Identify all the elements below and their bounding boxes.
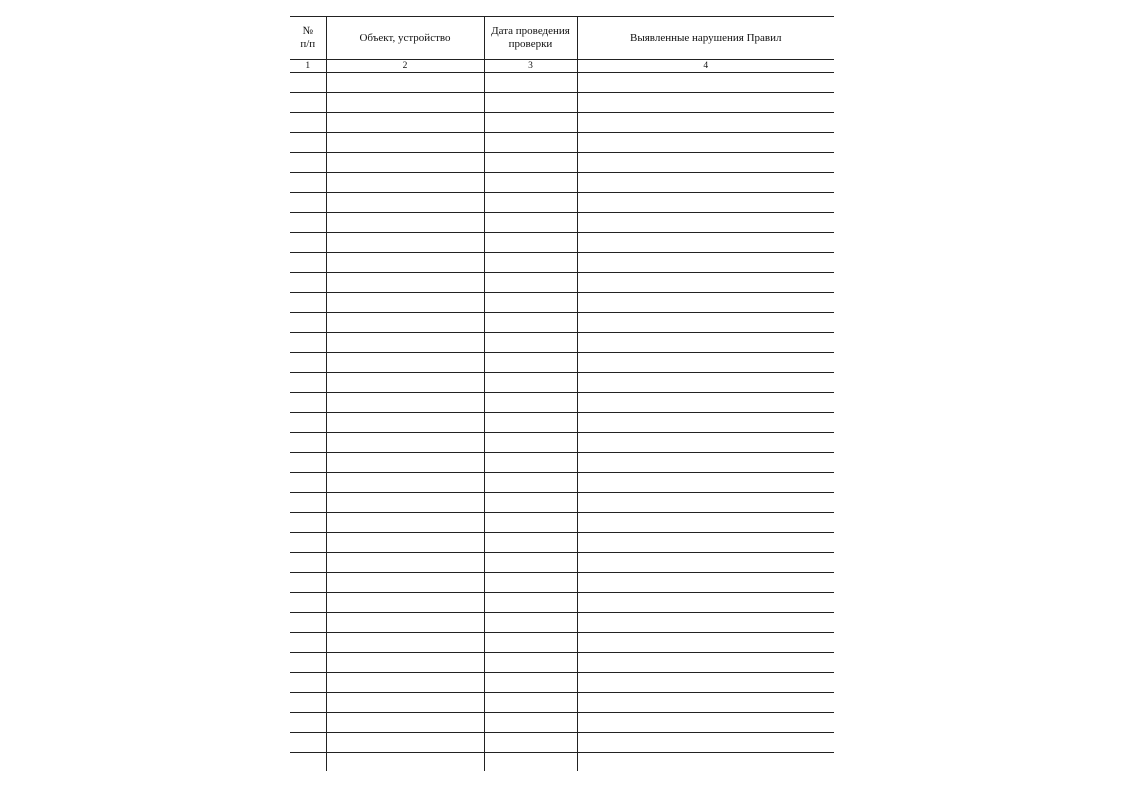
table-row	[290, 333, 834, 353]
cell-object	[326, 433, 484, 453]
table-row	[290, 493, 834, 513]
cell-date	[484, 73, 577, 93]
table-row	[290, 213, 834, 233]
table-row	[290, 293, 834, 313]
cell-violations	[577, 433, 834, 453]
cell-violations	[577, 653, 834, 673]
cell-date	[484, 573, 577, 593]
cell-number	[290, 653, 326, 673]
cell-object	[326, 373, 484, 393]
header-violations	[577, 17, 834, 60]
cell-object	[326, 293, 484, 313]
cell-violations	[577, 353, 834, 373]
table-row	[290, 653, 834, 673]
cell-violations	[577, 193, 834, 213]
cell-object	[326, 253, 484, 273]
table-row	[290, 593, 834, 613]
cell-number	[290, 613, 326, 633]
cell-object	[326, 533, 484, 553]
cell-object	[326, 693, 484, 713]
cell-violations	[577, 113, 834, 133]
header-date-line2: проверки	[508, 38, 553, 50]
column-number-3: 3	[484, 60, 577, 73]
cell-number	[290, 473, 326, 493]
cell-number	[290, 393, 326, 413]
cell-violations	[577, 313, 834, 333]
table-row	[290, 233, 834, 253]
header-violations-label: Выявленные нарушения Правил	[630, 31, 782, 44]
cell-object	[326, 753, 484, 772]
table-row	[290, 133, 834, 153]
cell-date	[484, 313, 577, 333]
cell-date	[484, 173, 577, 193]
table-row	[290, 253, 834, 273]
cell-date	[484, 293, 577, 313]
table-row	[290, 553, 834, 573]
cell-object	[326, 333, 484, 353]
table-row	[290, 273, 834, 293]
cell-object	[326, 133, 484, 153]
table-row	[290, 713, 834, 733]
cell-number	[290, 453, 326, 473]
cell-object	[326, 313, 484, 333]
column-number-2: 2	[326, 60, 484, 73]
table-row	[290, 393, 834, 413]
cell-date	[484, 433, 577, 453]
cell-number	[290, 73, 326, 93]
cell-number	[290, 753, 326, 772]
cell-number	[290, 313, 326, 333]
cell-date	[484, 653, 577, 673]
header-object-label: Объект, устройство	[359, 31, 451, 44]
cell-object	[326, 153, 484, 173]
cell-object	[326, 553, 484, 573]
cell-object	[326, 173, 484, 193]
cell-number	[290, 373, 326, 393]
cell-number	[290, 193, 326, 213]
table-row	[290, 693, 834, 713]
cell-number	[290, 713, 326, 733]
cell-number	[290, 433, 326, 453]
cell-date	[484, 733, 577, 753]
cell-violations	[577, 513, 834, 533]
cell-number	[290, 113, 326, 133]
table-row	[290, 613, 834, 633]
table-row	[290, 153, 834, 173]
cell-date	[484, 533, 577, 553]
cell-violations	[577, 533, 834, 553]
column-number-row	[290, 60, 834, 73]
table-row	[290, 113, 834, 133]
cell-date	[484, 153, 577, 173]
header-number-line1: №	[302, 25, 313, 37]
cell-number	[290, 293, 326, 313]
cell-violations	[577, 253, 834, 273]
cell-date	[484, 233, 577, 253]
cell-violations	[577, 133, 834, 153]
cell-violations	[577, 613, 834, 633]
cell-object	[326, 633, 484, 653]
cell-number	[290, 693, 326, 713]
cell-violations	[577, 493, 834, 513]
cell-number	[290, 413, 326, 433]
cell-date	[484, 513, 577, 533]
cell-number	[290, 553, 326, 573]
cell-date	[484, 373, 577, 393]
cell-violations	[577, 213, 834, 233]
cell-violations	[577, 333, 834, 353]
cell-object	[326, 113, 484, 133]
cell-violations	[577, 453, 834, 473]
table-row	[290, 453, 834, 473]
cell-violations	[577, 293, 834, 313]
header-number	[290, 17, 326, 60]
cell-object	[326, 493, 484, 513]
table-row	[290, 473, 834, 493]
cell-date	[484, 93, 577, 113]
cell-number	[290, 593, 326, 613]
cell-violations	[577, 573, 834, 593]
header-date	[484, 17, 577, 60]
cell-date	[484, 253, 577, 273]
inspection-log-table	[290, 16, 834, 771]
cell-object	[326, 413, 484, 433]
cell-object	[326, 73, 484, 93]
table-row	[290, 573, 834, 593]
header-date-line1: Дата проведения	[491, 25, 570, 37]
table-row	[290, 633, 834, 653]
cell-violations	[577, 633, 834, 653]
table-row	[290, 733, 834, 753]
cell-violations	[577, 273, 834, 293]
cell-violations	[577, 733, 834, 753]
cell-object	[326, 713, 484, 733]
cell-number	[290, 253, 326, 273]
cell-number	[290, 513, 326, 533]
cell-date	[484, 333, 577, 353]
table-body	[290, 73, 834, 772]
cell-violations	[577, 753, 834, 772]
cell-object	[326, 353, 484, 373]
cell-object	[326, 593, 484, 613]
cell-violations	[577, 413, 834, 433]
cell-violations	[577, 393, 834, 413]
cell-number	[290, 233, 326, 253]
table-row	[290, 433, 834, 453]
cell-object	[326, 233, 484, 253]
cell-date	[484, 713, 577, 733]
cell-number	[290, 533, 326, 553]
cell-number	[290, 573, 326, 593]
cell-number	[290, 353, 326, 373]
cell-number	[290, 213, 326, 233]
cell-date	[484, 413, 577, 433]
table-row	[290, 373, 834, 393]
table-row	[290, 193, 834, 213]
document-page	[290, 16, 834, 796]
cell-object	[326, 673, 484, 693]
cell-number	[290, 273, 326, 293]
cell-number	[290, 633, 326, 653]
cell-date	[484, 353, 577, 373]
cell-object	[326, 733, 484, 753]
cell-date	[484, 453, 577, 473]
cell-violations	[577, 553, 834, 573]
table-row	[290, 513, 834, 533]
header-number-line2: п/п	[300, 38, 316, 50]
cell-object	[326, 193, 484, 213]
cell-object	[326, 273, 484, 293]
cell-violations	[577, 153, 834, 173]
cell-number	[290, 673, 326, 693]
column-number-4: 4	[577, 60, 834, 73]
cell-violations	[577, 233, 834, 253]
cell-violations	[577, 713, 834, 733]
cell-date	[484, 693, 577, 713]
cell-object	[326, 613, 484, 633]
table-header-row	[290, 17, 834, 60]
cell-violations	[577, 173, 834, 193]
header-object	[326, 17, 484, 60]
table-row	[290, 753, 834, 772]
cell-date	[484, 613, 577, 633]
table-row	[290, 73, 834, 93]
cell-number	[290, 133, 326, 153]
cell-violations	[577, 73, 834, 93]
cell-object	[326, 93, 484, 113]
table-row	[290, 413, 834, 433]
cell-date	[484, 753, 577, 772]
cell-object	[326, 473, 484, 493]
cell-date	[484, 213, 577, 233]
cell-date	[484, 393, 577, 413]
table-row	[290, 533, 834, 553]
cell-object	[326, 453, 484, 473]
cell-object	[326, 573, 484, 593]
cell-date	[484, 673, 577, 693]
cell-violations	[577, 473, 834, 493]
cell-date	[484, 473, 577, 493]
cell-date	[484, 113, 577, 133]
cell-date	[484, 273, 577, 293]
cell-violations	[577, 93, 834, 113]
cell-number	[290, 153, 326, 173]
table-row	[290, 173, 834, 193]
cell-date	[484, 633, 577, 653]
cell-date	[484, 193, 577, 213]
table-row	[290, 93, 834, 113]
cell-object	[326, 213, 484, 233]
cell-date	[484, 593, 577, 613]
cell-violations	[577, 373, 834, 393]
cell-number	[290, 93, 326, 113]
cell-object	[326, 513, 484, 533]
cell-date	[484, 493, 577, 513]
cell-number	[290, 733, 326, 753]
table-row	[290, 313, 834, 333]
cell-number	[290, 173, 326, 193]
cell-violations	[577, 673, 834, 693]
cell-date	[484, 133, 577, 153]
cell-object	[326, 393, 484, 413]
cell-violations	[577, 693, 834, 713]
column-number-1: 1	[290, 60, 326, 73]
cell-object	[326, 653, 484, 673]
table-row	[290, 353, 834, 373]
cell-date	[484, 553, 577, 573]
cell-violations	[577, 593, 834, 613]
table-row	[290, 673, 834, 693]
cell-number	[290, 493, 326, 513]
cell-number	[290, 333, 326, 353]
